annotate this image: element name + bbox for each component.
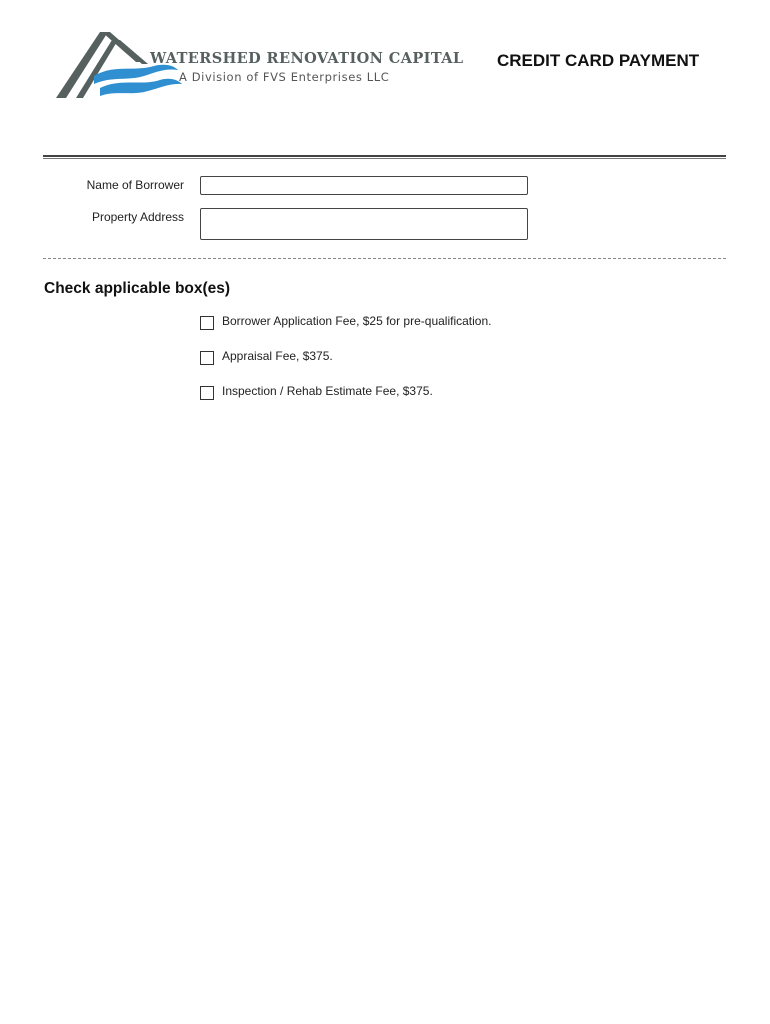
header-divider-thin xyxy=(43,158,726,159)
inspection-fee-label: Inspection / Rehab Estimate Fee, $375. xyxy=(222,384,433,398)
company-name: WATERSHED RENOVATION CAPITAL xyxy=(150,49,464,68)
header-divider xyxy=(43,155,726,157)
application-fee-checkbox[interactable] xyxy=(200,316,214,330)
company-logo xyxy=(56,26,464,102)
appraisal-fee-label: Appraisal Fee, $375. xyxy=(222,349,333,363)
borrower-name-label: Name of Borrower xyxy=(86,178,184,192)
application-fee-label: Borrower Application Fee, $25 for pre-qualification. xyxy=(222,314,492,328)
checkbox-section-heading: Check applicable box(es) xyxy=(44,280,231,297)
property-address-field[interactable] xyxy=(200,208,528,240)
property-address-label: Property Address xyxy=(91,210,184,224)
section-divider xyxy=(43,258,726,259)
borrower-name-field[interactable] xyxy=(200,176,528,195)
form-title: CREDIT CARD PAYMENT xyxy=(497,51,700,70)
inspection-fee-checkbox[interactable] xyxy=(200,386,214,400)
appraisal-fee-checkbox[interactable] xyxy=(200,351,214,365)
company-division: A Division of FVS Enterprises LLC xyxy=(179,70,390,84)
